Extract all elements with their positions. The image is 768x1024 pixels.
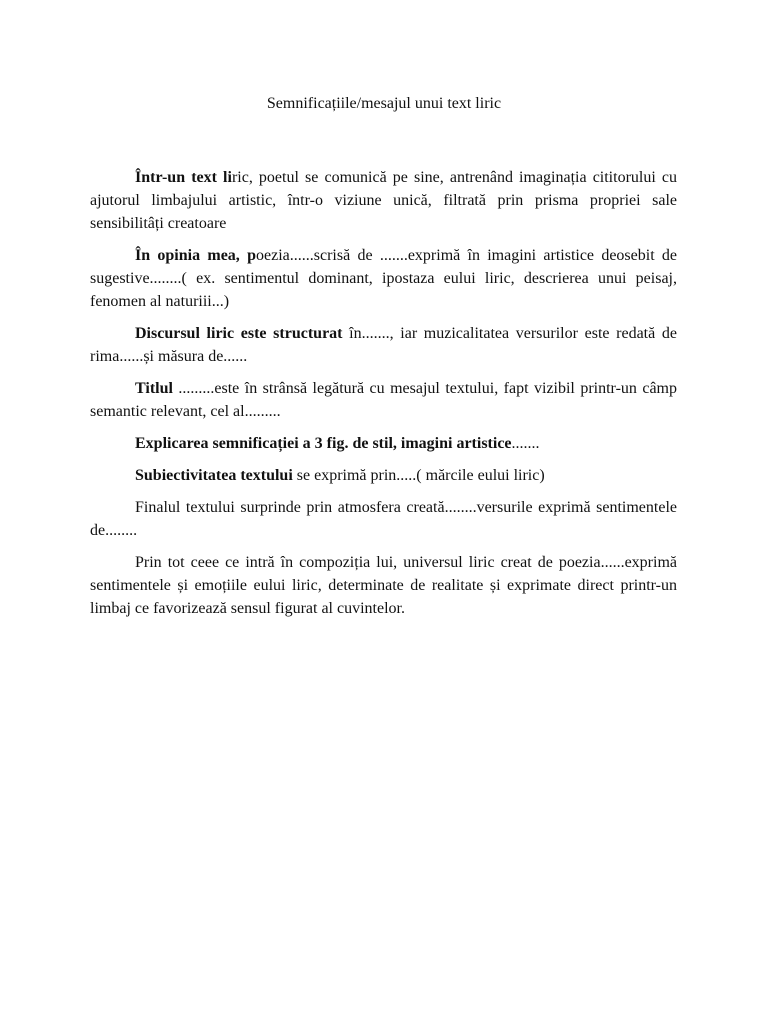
- paragraph-text: în......., iar muzicalitatea versurilor este redată de rima......și măsura de......: [90, 325, 677, 365]
- paragraph-intro: [90, 166, 677, 235]
- paragraph-text: .......: [511, 435, 540, 452]
- paragraph-bold-lead: Discursul liric este structurat: [135, 325, 343, 342]
- paragraph-bold-lead: În opinia mea, p: [135, 247, 256, 264]
- paragraph-text: se exprimă prin.....( mărcile eului liric): [292, 467, 545, 484]
- paragraph-bold-lead: Subiectivitatea textului: [135, 467, 293, 484]
- paragraph-conclusion: [90, 551, 677, 620]
- document-title: Semnificațiile/mesajul unui text liric: [266, 95, 502, 112]
- paragraph-title-analysis: [90, 377, 677, 423]
- paragraph-text: oezia......scrisă de .......exprimă în imagini artistice deosebit de sugestive........( ex. sentimentul dominant, ipostaza eului liric, descrierea unui peisaj, fenomen al naturiii...): [90, 247, 678, 310]
- paragraph-text: Prin tot ceee ce intră în compoziția lui, universul liric creat de poezia......exprimă sentimentele și emoțiile eului liric, determinate de realitate și exprimate direct printr-un limbaj ce favorizează sensul figurat al cuvintelor.: [90, 554, 677, 617]
- paragraph-text: ric, poetul se comunică pe sine, antrenând imaginația cititorului cu ajutorul limbajului artistic, într-o viziune unică, filtrată prin prisma propriei sale sensibilitâți creatoare: [90, 169, 678, 232]
- document-body: [90, 166, 677, 629]
- paragraph-bold-lead: Într-un text li: [135, 169, 232, 186]
- paragraph-bold-lead: Explicarea semnificației a 3 fig. de stil, imagini artistice: [135, 435, 512, 452]
- paragraph-bold-lead: Titlul: [135, 380, 173, 397]
- paragraph-text: Finalul textului surprinde prin atmosfera creată........versurile exprimă sentimentele de........: [90, 499, 677, 539]
- paragraph-structure: [90, 322, 677, 368]
- paragraph-text: .........este în strânsă legătură cu mesajul textului, fapt vizibil printr-un câmp semantic relevant, cel al.........: [90, 380, 677, 420]
- paragraph-ending: [90, 496, 677, 542]
- paragraph-opinion: [90, 244, 677, 313]
- paragraph-subjectivity: [90, 464, 677, 487]
- paragraph-figures: [90, 432, 677, 455]
